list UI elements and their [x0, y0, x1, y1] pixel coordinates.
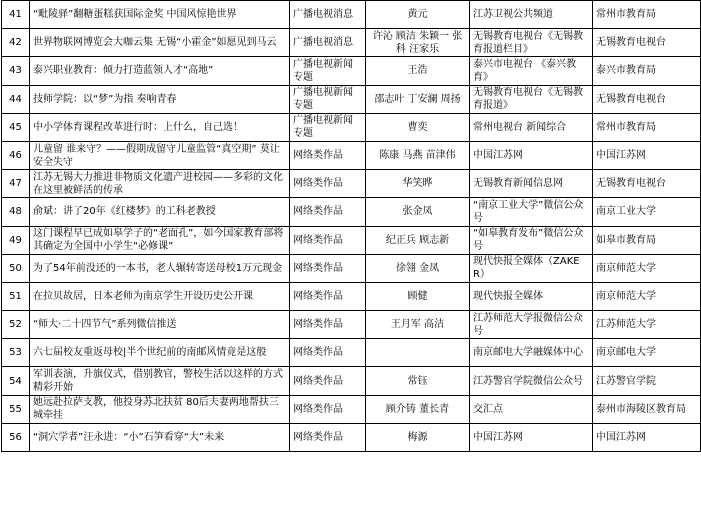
work-category: 网络类作品	[290, 311, 366, 339]
work-title: 世界物联网博览会大咖云集 无锡“小霍金”如愿见到马云	[30, 29, 290, 57]
submitting-unit: 南京工业大学	[593, 198, 701, 226]
table-row	[2, 311, 701, 339]
row-number: 52	[2, 311, 30, 339]
work-title: 技师学院：以“梦”为指 奏响青春	[30, 85, 290, 113]
row-number: 51	[2, 282, 30, 310]
row-number: 53	[2, 339, 30, 367]
work-title: 军训表演，升旗仪式，借别教官，警校生活以这样的方式精彩开始	[30, 367, 290, 395]
work-authors: 黄元	[366, 1, 470, 29]
row-number: 47	[2, 170, 30, 198]
table-row	[2, 395, 701, 423]
submitting-unit: 常州市教育局	[593, 113, 701, 141]
work-category: 广播电视消息	[290, 1, 366, 29]
row-number: 56	[2, 423, 30, 451]
submitting-unit: 江苏警官学院	[593, 367, 701, 395]
publishing-outlet: 交汇点	[470, 395, 593, 423]
publishing-outlet: 江苏警官学院微信公众号	[470, 367, 593, 395]
submitting-unit: 中国江苏网	[593, 141, 701, 169]
submitting-unit: 南京师范大学	[593, 282, 701, 310]
submitting-unit: 常州市教育局	[593, 1, 701, 29]
publishing-outlet: “南京工业大学”微信公众号	[470, 198, 593, 226]
work-authors: 邵志叶 丁安澜 周扬	[366, 85, 470, 113]
table-row	[2, 1, 701, 29]
work-category: 网络类作品	[290, 141, 366, 169]
publishing-outlet: 泰兴市电视台 《泰兴教育》	[470, 57, 593, 85]
row-number: 54	[2, 367, 30, 395]
publishing-outlet: 无锡教育电视台《无锡教育报道》	[470, 85, 593, 113]
submitting-unit: 江苏师范大学	[593, 311, 701, 339]
row-number: 49	[2, 226, 30, 254]
work-category: 广播电视新闻专题	[290, 57, 366, 85]
work-category: 网络类作品	[290, 367, 366, 395]
row-number: 50	[2, 254, 30, 282]
work-category: 广播电视消息	[290, 29, 366, 57]
work-category: 网络类作品	[290, 226, 366, 254]
row-number: 42	[2, 29, 30, 57]
table-row	[2, 282, 701, 310]
work-title: 俞斌：讲了20年《红楼梦》的工科老教授	[30, 198, 290, 226]
work-authors: 纪正兵 顾志新	[366, 226, 470, 254]
row-number: 55	[2, 395, 30, 423]
work-title: “师大·二十四节气”系列微信推送	[30, 311, 290, 339]
work-category: 网络类作品	[290, 198, 366, 226]
work-authors	[366, 339, 470, 367]
work-title: 六七届校友重返母校|半个世纪前的南邮风情竟是这般	[30, 339, 290, 367]
table-row	[2, 113, 701, 141]
work-title: 在拉贝故居，日本老师为南京学生开设历史公开课	[30, 282, 290, 310]
submitting-unit: 无锡教育电视台	[593, 170, 701, 198]
submitting-unit: 中国江苏网	[593, 423, 701, 451]
row-number: 46	[2, 141, 30, 169]
publishing-outlet: 江苏卫视公共频道	[470, 1, 593, 29]
work-category: 网络类作品	[290, 339, 366, 367]
work-category: 网络类作品	[290, 395, 366, 423]
work-category: 网络类作品	[290, 423, 366, 451]
work-authors: 常钰	[366, 367, 470, 395]
submitting-unit: 无锡教育电视台	[593, 85, 701, 113]
publishing-outlet: 现代快报全媒体（ZAKER）	[470, 254, 593, 282]
table-row	[2, 254, 701, 282]
row-number: 43	[2, 57, 30, 85]
work-title: “洞穴学者”汪永进：“小”石笋看穿“大”未来	[30, 423, 290, 451]
table-row	[2, 57, 701, 85]
work-authors: 张金凤	[366, 198, 470, 226]
publishing-outlet: 中国江苏网	[470, 141, 593, 169]
publishing-outlet: 中国江苏网	[470, 423, 593, 451]
work-category: 网络类作品	[290, 170, 366, 198]
table-row	[2, 170, 701, 198]
row-number: 41	[2, 1, 30, 29]
table-row	[2, 141, 701, 169]
submitting-unit: 无锡教育电视台	[593, 29, 701, 57]
table-row	[2, 339, 701, 367]
work-title: 儿童留 谁来守？——假期成留守儿童监管“真空期” 莫让安全失守	[30, 141, 290, 169]
row-number: 48	[2, 198, 30, 226]
work-category: 广播电视新闻专题	[290, 85, 366, 113]
work-category: 网络类作品	[290, 254, 366, 282]
row-number: 45	[2, 113, 30, 141]
row-number: 44	[2, 85, 30, 113]
work-authors: 顾健	[366, 282, 470, 310]
work-authors: 许沁 顾洁 朱颖一 张科 汪家乐	[366, 29, 470, 57]
publishing-outlet: 现代快报全媒体	[470, 282, 593, 310]
work-title: 中小学体育课程改革进行时：上什么，自己选！	[30, 113, 290, 141]
publishing-outlet: 南京邮电大学融媒体中心	[470, 339, 593, 367]
publishing-outlet: 常州电视台 新闻综合	[470, 113, 593, 141]
submitting-unit: 南京师范大学	[593, 254, 701, 282]
submitting-unit: 泰州市海陵区教育局	[593, 395, 701, 423]
work-authors: 王月军 高洁	[366, 311, 470, 339]
work-title: 这门课程早已成如皋学子的“老面孔”，如今国家教育部将其确定为全国中小学生“必修课”	[30, 226, 290, 254]
publishing-outlet: 江苏师范大学报微信公众号	[470, 311, 593, 339]
work-title: “毗陵驿”翻糖蛋糕获国际金奖 中国风惊艳世界	[30, 1, 290, 29]
work-authors: 梅源	[366, 423, 470, 451]
publishing-outlet: “如皋教育发布”微信公众号	[470, 226, 593, 254]
submitting-unit: 泰兴市教育局	[593, 57, 701, 85]
table-row	[2, 29, 701, 57]
work-title: 为了54年前没还的一本书，老人辗转寄送母校1万元现金	[30, 254, 290, 282]
publishing-outlet: 无锡教育电视台《无锡教育报道栏目》	[470, 29, 593, 57]
work-authors: 王浩	[366, 57, 470, 85]
table-row	[2, 198, 701, 226]
table-row	[2, 367, 701, 395]
table-row	[2, 85, 701, 113]
publishing-outlet: 无锡教育新闻信息网	[470, 170, 593, 198]
work-authors: 华笑晔	[366, 170, 470, 198]
submitting-unit: 如皋市教育局	[593, 226, 701, 254]
table-row	[2, 423, 701, 451]
work-authors: 曹奕	[366, 113, 470, 141]
work-title: 泰兴职业教育：倾力打造蓝领人才“高地”	[30, 57, 290, 85]
work-category: 网络类作品	[290, 282, 366, 310]
work-title: 江苏无锡大力推进非物质文化遗产进校园——多彩的文化在这里被鲜活的传承	[30, 170, 290, 198]
work-category: 广播电视新闻专题	[290, 113, 366, 141]
work-authors: 徐翎 金凤	[366, 254, 470, 282]
submitting-unit: 南京邮电大学	[593, 339, 701, 367]
work-authors: 顾介铸 董长青	[366, 395, 470, 423]
work-authors: 陈康 马燕 苗津伟	[366, 141, 470, 169]
awards-table	[1, 0, 701, 452]
table-row	[2, 226, 701, 254]
work-title: 她远赴拉萨支教，他投身苏北扶贫 80后夫妻两地帮扶三城牵挂	[30, 395, 290, 423]
